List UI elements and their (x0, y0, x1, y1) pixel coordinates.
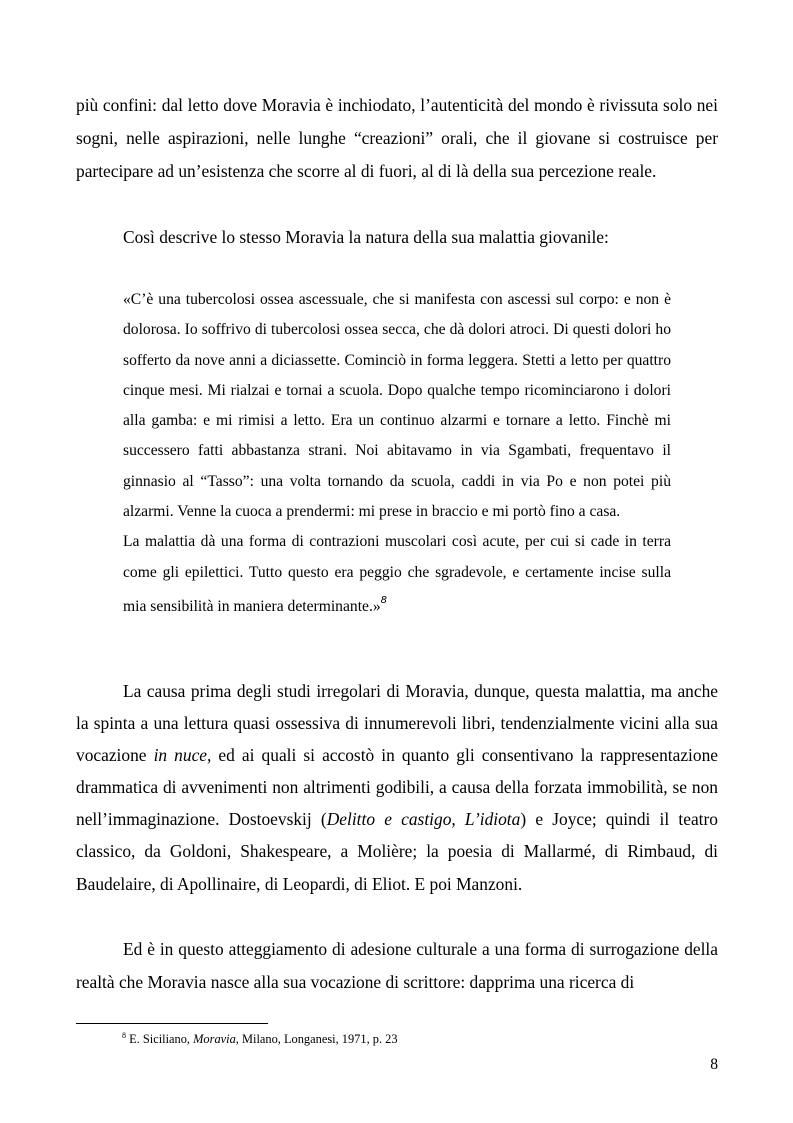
p3-italic-in-nuce: in nuce, (153, 745, 212, 766)
footnote (122, 1031, 398, 1047)
paragraph-continuation: più confini: dal letto dove Moravia è inchiodato, l’autenticità del mondo è rivissuta solo nei sogni, nelle aspirazioni, nelle lunghe “creazioni” orali, che il giovane si costruisce per partecipare ad un’esistenza che scorre al di fuori, al di là della sua percezione reale. (76, 95, 718, 181)
p3-text-1: La causa prima degli studi irregolari di Moravia, dunque, questa malattia, ma anche la spinta a una lettura quasi ossessiva di innumerevoli libri, tendenzialmente vicini alla sua vocazione (76, 681, 718, 766)
p3-text-2: ed ai quali si accostò in quanto gli consentivano la rappresentazione drammatica di avvenimenti non altrimenti godibili, a causa della forzata immobilità, se non nell’immaginazione. Dostoevskij ( (76, 745, 718, 830)
footnote-text-1: E. Siciliano, (126, 1032, 194, 1047)
quote-part-2-text: La malattia dà una forma di contrazioni muscolari così acute, per cui si cade in terra come gli epilettici. Tutto questo era peggio che sgradevole, e certamente incise sulla mia sensibilità in maniera determinante.» (123, 533, 671, 616)
p3-italic-titles: Delitto e castigo, L’idiota (326, 809, 521, 830)
paragraph-vocation: Ed è in questo atteggiamento di adesione culturale a una forma di surrogazione della realtà che Moravia nasce alla sua vocazione di scrittore: dapprima una ricerca di (76, 939, 718, 992)
p3-text-3: ) e Joyce; quindi il teatro classico, da Goldoni, Shakespeare, a Molière; la poesia di Mallarmé, di Rimbaud, di Baudelaire, di Apollinaire, di Leopardi, di Eliot. E poi Manzoni. (76, 809, 719, 894)
quote-part-1: «C’è una tubercolosi ossea ascessuale, che si manifesta con ascessi sul corpo: e non è dolorosa. Io soffrivo di tubercolosi ossea secca, che dà dolori atroci. Di questi dolori ho sofferto da nove anni a diciassette. Cominciò in forma leggera. Stetti a letto per quattro cinque mesi. Mi rialzai e tornai a scuola. Dopo qualche tempo ricominciarono i dolori alla gamba: e mi rimisi a letto. Era un continuo alzarmi e tornare a letto. Finchè mi successero fatti abbastanza strani. Noi abitavamo in via Sgambati, frequentavo il ginnasio al “Tasso”: una volta tornando da scuola, caddi in via Po e non potei più alzarmi. Venne la cuoca a prendermi: mi prese in braccio e mi portò fino a casa. (123, 291, 671, 521)
block-quote (123, 285, 671, 622)
paragraph-quote-intro: Così descrive lo stesso Moravia la natura della sua malattia giovanile: (123, 227, 609, 247)
footnote-text-2: Milano, Longanesi, 1971, p. 23 (238, 1032, 398, 1047)
paragraph-causes (76, 675, 718, 900)
footnote-italic-title: Moravia, (193, 1032, 239, 1047)
quote-part-2 (123, 527, 671, 622)
page-number: 8 (710, 1056, 718, 1073)
footnote-reference[interactable]: 8 (380, 594, 388, 606)
footnote-separator (76, 1023, 268, 1024)
footnote-marker: 8 (122, 1031, 126, 1040)
